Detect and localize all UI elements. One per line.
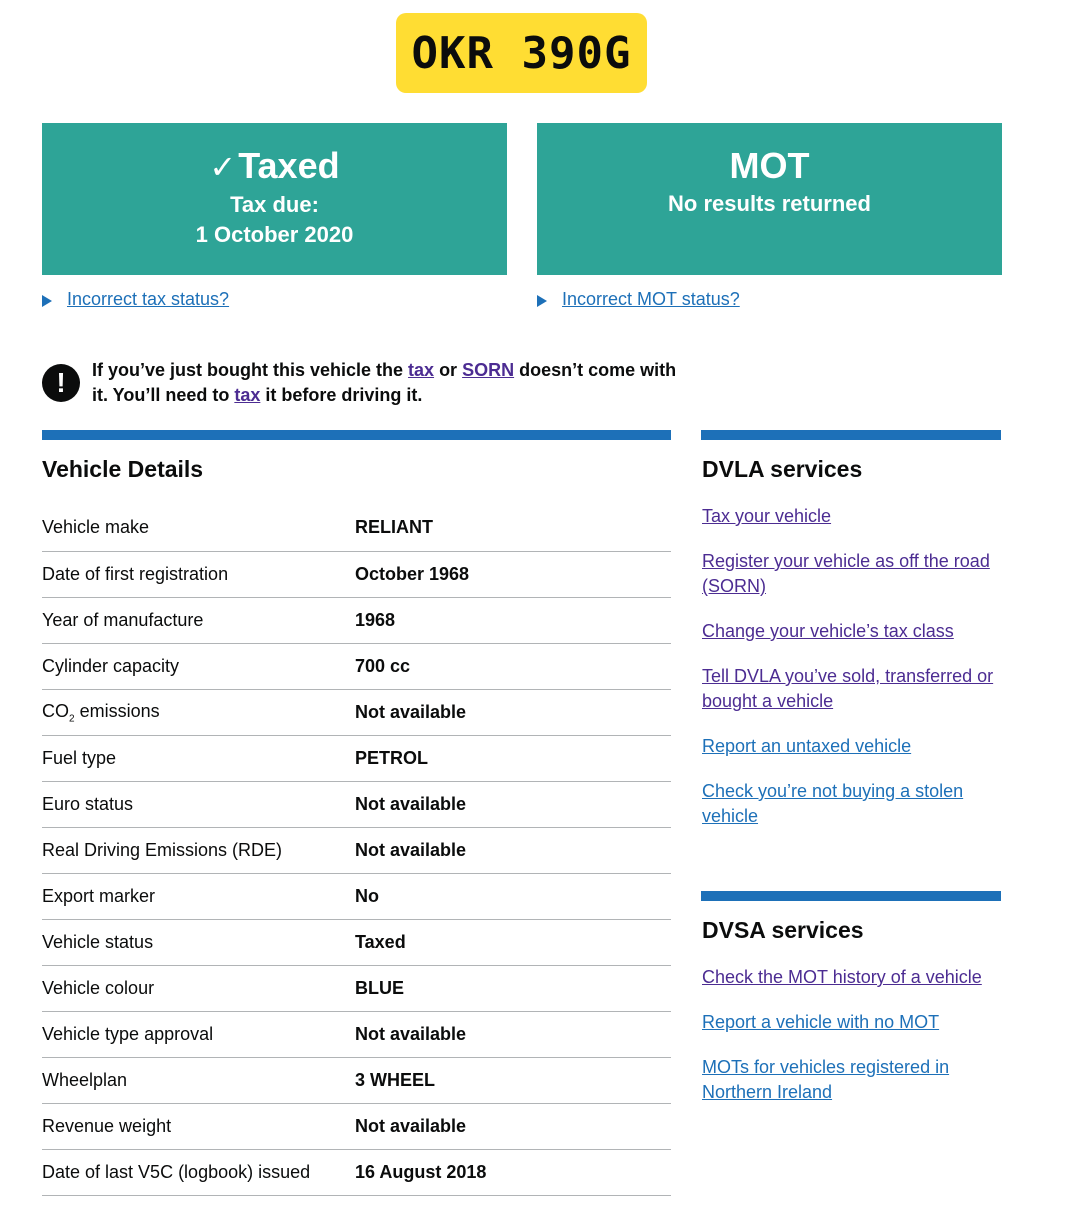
table-row	[42, 1012, 671, 1058]
table-row	[42, 1104, 671, 1150]
detail-value: 3 WHEEL	[355, 1058, 671, 1104]
detail-key: $CO_2$ emissions	[42, 690, 355, 736]
detail-value: 16 August 2018	[355, 1150, 671, 1196]
dvsa-services-list	[702, 965, 1007, 1125]
table-row	[42, 874, 671, 920]
table-row	[42, 504, 671, 552]
sorn-link[interactable]: SORN	[462, 360, 515, 380]
detail-key: Vehicle colour	[42, 966, 355, 1012]
vehicle-details-table	[42, 504, 671, 1196]
detail-value: BLUE	[355, 966, 671, 1012]
tax-due-label: Tax due:	[230, 192, 319, 217]
table-row	[42, 644, 671, 690]
tax-status-panel	[42, 123, 507, 275]
detail-value: Not available	[355, 1012, 671, 1058]
tax-link[interactable]: tax	[408, 360, 435, 380]
detail-value: Not available	[355, 782, 671, 828]
triangle-right-icon	[42, 295, 52, 307]
warning-text: If you’ve just bought this vehicle the tax or SORN doesn’t come with it. You’ll need to tax it before driving it.	[92, 360, 677, 405]
detail-key: Export marker	[42, 874, 355, 920]
detail-key: Cylinder capacity	[42, 644, 355, 690]
table-row	[42, 782, 671, 828]
tax-link-2[interactable]: tax	[234, 385, 261, 405]
service-link[interactable]: Check you’re not buying a stolen vehicle	[702, 781, 964, 826]
detail-key: Fuel type	[42, 736, 355, 782]
triangle-right-icon	[537, 295, 547, 307]
table-row	[42, 552, 671, 598]
section-divider	[701, 430, 1001, 440]
table-row	[42, 1150, 671, 1196]
detail-key: Wheelplan	[42, 1058, 355, 1104]
incorrect-tax-status-link[interactable]: Incorrect tax status?	[67, 289, 230, 309]
detail-value: Not available	[355, 828, 671, 874]
detail-key: Vehicle make	[42, 504, 355, 552]
table-row	[42, 736, 671, 782]
purchase-warning	[42, 358, 682, 408]
detail-key: Year of manufacture	[42, 598, 355, 644]
dvsa-services-heading: DVSA services	[702, 917, 864, 943]
table-row	[42, 598, 671, 644]
detail-value: PETROL	[355, 736, 671, 782]
detail-value: Not available	[355, 1104, 671, 1150]
mot-status-title: MOT	[729, 145, 810, 186]
table-row	[42, 690, 671, 736]
detail-key: Date of first registration	[42, 552, 355, 598]
mot-status-panel	[537, 123, 1002, 275]
incorrect-mot-status-toggle[interactable]	[537, 289, 740, 310]
dvla-services-list	[702, 504, 1007, 849]
section-divider	[701, 891, 1001, 901]
detail-key: Euro status	[42, 782, 355, 828]
detail-value: RELIANT	[355, 504, 671, 552]
detail-value: October 1968	[355, 552, 671, 598]
service-link[interactable]: Tell DVLA you’ve sold, transferred or bought a vehicle	[702, 666, 994, 711]
service-link[interactable]: Check the MOT history of a vehicle	[702, 967, 982, 987]
detail-key: Vehicle status	[42, 920, 355, 966]
detail-key: Real Driving Emissions (RDE)	[42, 828, 355, 874]
service-link[interactable]: MOTs for vehicles registered in Northern Ireland	[702, 1057, 950, 1102]
mot-status-result: No results returned	[668, 191, 871, 216]
tick-icon: ✓	[209, 149, 237, 185]
service-link[interactable]: Report an untaxed vehicle	[702, 736, 912, 756]
table-row	[42, 828, 671, 874]
table-row	[42, 966, 671, 1012]
table-row	[42, 1058, 671, 1104]
detail-key: Revenue weight	[42, 1104, 355, 1150]
tax-due-date: 1 October 2020	[195, 222, 354, 247]
detail-value: No	[355, 874, 671, 920]
service-link[interactable]: Report a vehicle with no MOT	[702, 1012, 940, 1032]
detail-value: Not available	[355, 690, 671, 736]
service-link[interactable]: Tax your vehicle	[702, 506, 832, 526]
incorrect-tax-status-toggle[interactable]	[42, 289, 229, 310]
detail-key: Vehicle type approval	[42, 1012, 355, 1058]
registration-plate: OKR 390G	[396, 13, 647, 93]
detail-key: Date of last V5C (logbook) issued	[42, 1150, 355, 1196]
incorrect-mot-status-link[interactable]: Incorrect MOT status?	[562, 289, 740, 309]
table-row	[42, 920, 671, 966]
exclamation-icon: !	[42, 364, 80, 402]
dvla-services-heading: DVLA services	[702, 456, 863, 482]
tax-status-title: ✓Taxed	[209, 145, 340, 186]
detail-value: Taxed	[355, 920, 671, 966]
section-divider	[42, 430, 671, 440]
detail-value: 1968	[355, 598, 671, 644]
service-link[interactable]: Register your vehicle as off the road (SORN)	[702, 551, 990, 596]
service-link[interactable]: Change your vehicle’s tax class	[702, 621, 954, 641]
vehicle-details-heading: Vehicle Details	[42, 456, 204, 482]
detail-value: 700 cc	[355, 644, 671, 690]
